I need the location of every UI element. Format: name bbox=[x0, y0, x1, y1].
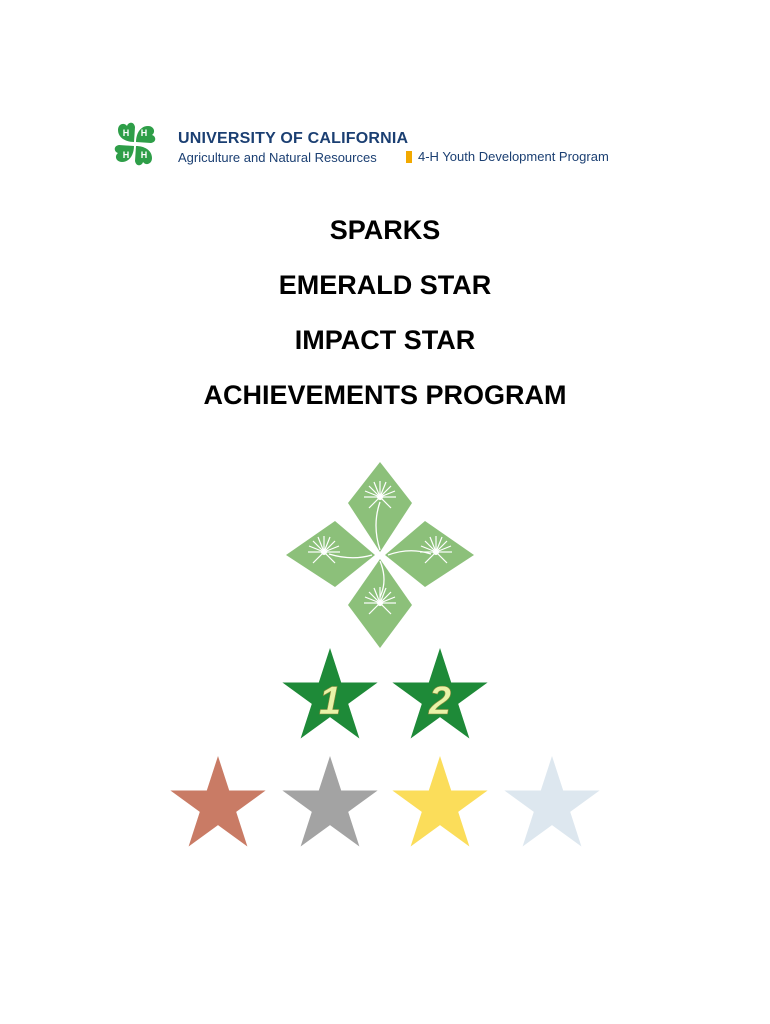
achievement-artwork bbox=[0, 455, 770, 855]
title-line-emerald-star: EMERALD STAR bbox=[278, 270, 492, 300]
clover-letter: H bbox=[140, 128, 148, 138]
silver-star-icon bbox=[282, 756, 377, 847]
title-line-sparks: SPARKS bbox=[329, 215, 441, 245]
4-h-clover-icon bbox=[108, 118, 160, 170]
sparkler-clover-icon bbox=[286, 462, 474, 648]
emerald-star-label: 1 bbox=[318, 679, 342, 723]
university-name: UNIVERSITY OF CALIFORNIA bbox=[178, 130, 409, 147]
emerald-star-label: 2 bbox=[428, 679, 452, 723]
bronze-star-icon bbox=[170, 756, 265, 847]
emerald-star-2-icon bbox=[392, 648, 487, 739]
program-marker bbox=[406, 151, 412, 163]
title-line-impact-star: IMPACT STAR bbox=[294, 325, 476, 355]
program-name: 4-H Youth Development Program bbox=[418, 149, 609, 164]
document-title bbox=[0, 210, 770, 430]
header bbox=[108, 118, 628, 174]
clover-letter: H bbox=[122, 150, 130, 160]
title-line-achievements: ACHIEVEMENTS PROGRAM bbox=[203, 380, 567, 410]
division-name: Agriculture and Natural Resources bbox=[178, 150, 377, 165]
clover-leaf-top bbox=[348, 462, 412, 552]
platinum-star-icon bbox=[504, 756, 599, 847]
clover-letter: H bbox=[140, 150, 148, 160]
emerald-star-1-icon bbox=[282, 648, 377, 739]
gold-star-icon bbox=[392, 756, 487, 847]
clover-letter: H bbox=[122, 128, 130, 138]
